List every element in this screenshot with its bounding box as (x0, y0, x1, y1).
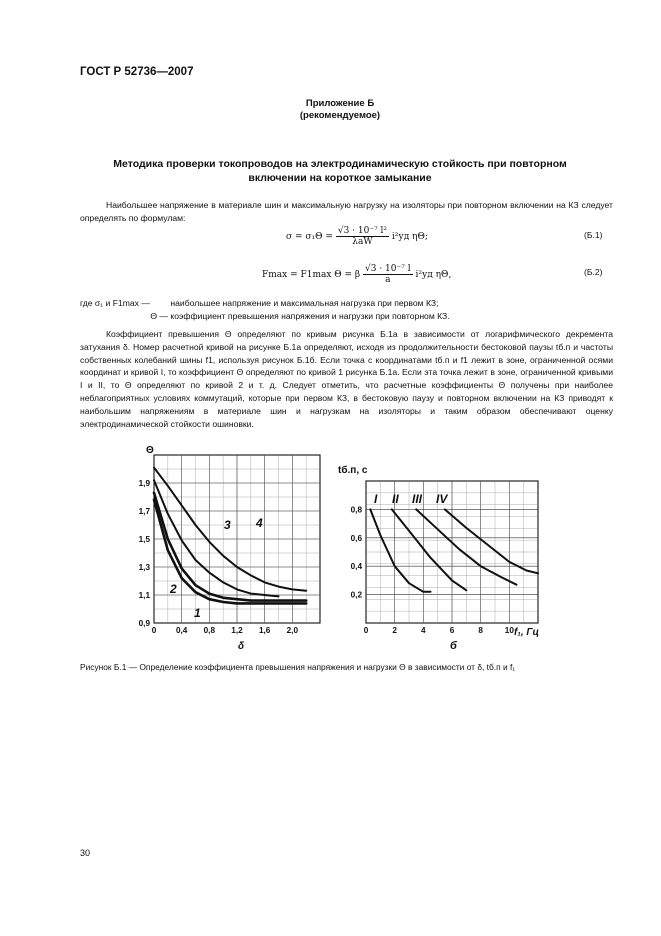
y-tick-label: 1,3 (138, 563, 150, 572)
x-tick-label: 0 (363, 626, 369, 635)
series-label: 3 (224, 518, 231, 532)
x-tick-label: 6 (449, 626, 455, 635)
y-tick-label: 1,7 (138, 507, 150, 516)
formula-b2-number: (Б.2) (584, 267, 603, 277)
y-axis-label: Θ (146, 445, 154, 456)
chart-a (139, 445, 320, 652)
y-tick-label: 0,6 (350, 533, 362, 543)
x-tick-label: 10 (504, 626, 514, 635)
figure-b1 (130, 445, 550, 655)
y-tick-label: 1,9 (138, 479, 150, 488)
y-axis-label: tб.п, с (338, 465, 368, 476)
series-label: 4 (256, 516, 263, 530)
chart-b (338, 464, 539, 652)
x-tick-label: 2,0 (286, 626, 299, 635)
section-title: Методика проверки токопроводов на электродинамическую стойкость при повторном включении на короткое замыкание (113, 158, 567, 184)
series-label: 1 (194, 606, 201, 620)
formula-b2-tail: i²уд ηΘ, (415, 270, 452, 280)
x-axis-label: δ (238, 641, 245, 652)
y-tick-label: 1,1 (138, 591, 150, 600)
figure-caption: Рисунок Б.1 — Определение коэффициента превышения напряжения и нагрузки Θ в зависимости от δ, tб.п и f₁ (80, 662, 516, 672)
formula-b2-denominator: a (385, 275, 391, 285)
series-label: III (412, 492, 423, 506)
formula-b1 (286, 226, 428, 247)
definition-text: коэффициент превышения напряжения и нагрузки при повторном КЗ. (170, 311, 450, 321)
series-label: IV (436, 492, 448, 506)
x-tick-label: 1,2 (231, 626, 243, 635)
definition-symbol: где σ₁ и F1max — (80, 298, 150, 308)
y-tick-label: 0,8 (350, 505, 362, 515)
x-tick-label: 4 (421, 626, 426, 635)
series-label: 2 (170, 582, 177, 596)
definition-text: наибольшее напряжение и максимальная нагрузка при первом КЗ; (170, 298, 439, 308)
formula-b2-fraction (363, 264, 413, 285)
x-tick-label: 1,6 (258, 626, 271, 635)
standard-header: ГОСТ Р 52736—2007 (80, 66, 194, 78)
formula-b2-numerator: √3 · 10⁻⁷ l (365, 264, 411, 274)
definition-row (80, 298, 620, 308)
y-tick-label: 0,9 (138, 619, 150, 628)
formula-b1-fraction (336, 226, 389, 247)
x-tick-label: 0 (151, 626, 157, 635)
definition-row (80, 311, 620, 321)
panel-label: б (450, 640, 457, 652)
formula-b1-tail: i²уд ηΘ; (391, 232, 428, 242)
appendix-status: (рекомендуемое) (299, 110, 381, 121)
formula-b1-lhs: σ = σ₁Θ = (286, 232, 333, 242)
y-tick-label: 0,4 (350, 562, 362, 572)
formula-b1-denominator: λaW (352, 237, 373, 247)
x-tick-label: 2 (392, 626, 397, 635)
series-label: I (374, 492, 378, 506)
formula-b1-number: (Б.1) (584, 230, 603, 240)
y-tick-label: 1,5 (138, 535, 150, 544)
intro-paragraph: Наибольшее напряжение в материале шин и максимальную нагрузку на изоляторы при повторном включении на КЗ следует определять по формулам: (80, 200, 613, 223)
series-line (154, 493, 306, 601)
x-axis-label: f₁, Гц (514, 627, 540, 638)
definition-symbol: Θ — (150, 311, 168, 321)
main-paragraph: Коэффициент превышения Θ определяют по кривым рисунка Б.1а в зависимости от логарифмического декремента затухания δ. Номер расчетной кривой на рисунке Б.1а определяют, исходя из продолжительности бестоковой паузы tб.п и частоты собственных колебаний шины f1, используя рисунок Б.1б. Если точка с координатами tб.п и f1 лежит в зоне, ограниченной осями координат и кривой I, то коэффициент Θ определяют по кривой 1 рисунка Б.1а. Если эта точка лежит в зоне, ограниченной кривыми I и II, то Θ определяют по кривой 2 и т. д. Следует отметить, что расчетные коэффициенты Θ получены при наиболее неблагоприятных условиях коммутаций, которые при первом КЗ, в бестоковую паузу и повторном включении на КЗ приводят к наибольшим напряжениям в материале шин и нагрузкам на изоляторы и таким образом обеспечивают оценку электродинамической стойкости ошиновки. (80, 329, 613, 429)
y-tick-label: 0,2 (350, 590, 362, 600)
formula-b2 (262, 264, 451, 285)
series-line (370, 509, 430, 591)
x-tick-label: 8 (478, 626, 483, 635)
formula-b1-numerator: √3 · 10⁻⁷ l² (337, 226, 388, 236)
formula-b2-lhs: Fmax = F1max Θ = β (262, 270, 361, 280)
page-number: 30 (80, 848, 91, 858)
x-tick-label: 0,8 (203, 626, 216, 635)
appendix-title: Приложение Б (305, 98, 375, 109)
series-label: II (392, 492, 399, 506)
x-tick-label: 0,4 (175, 626, 188, 635)
